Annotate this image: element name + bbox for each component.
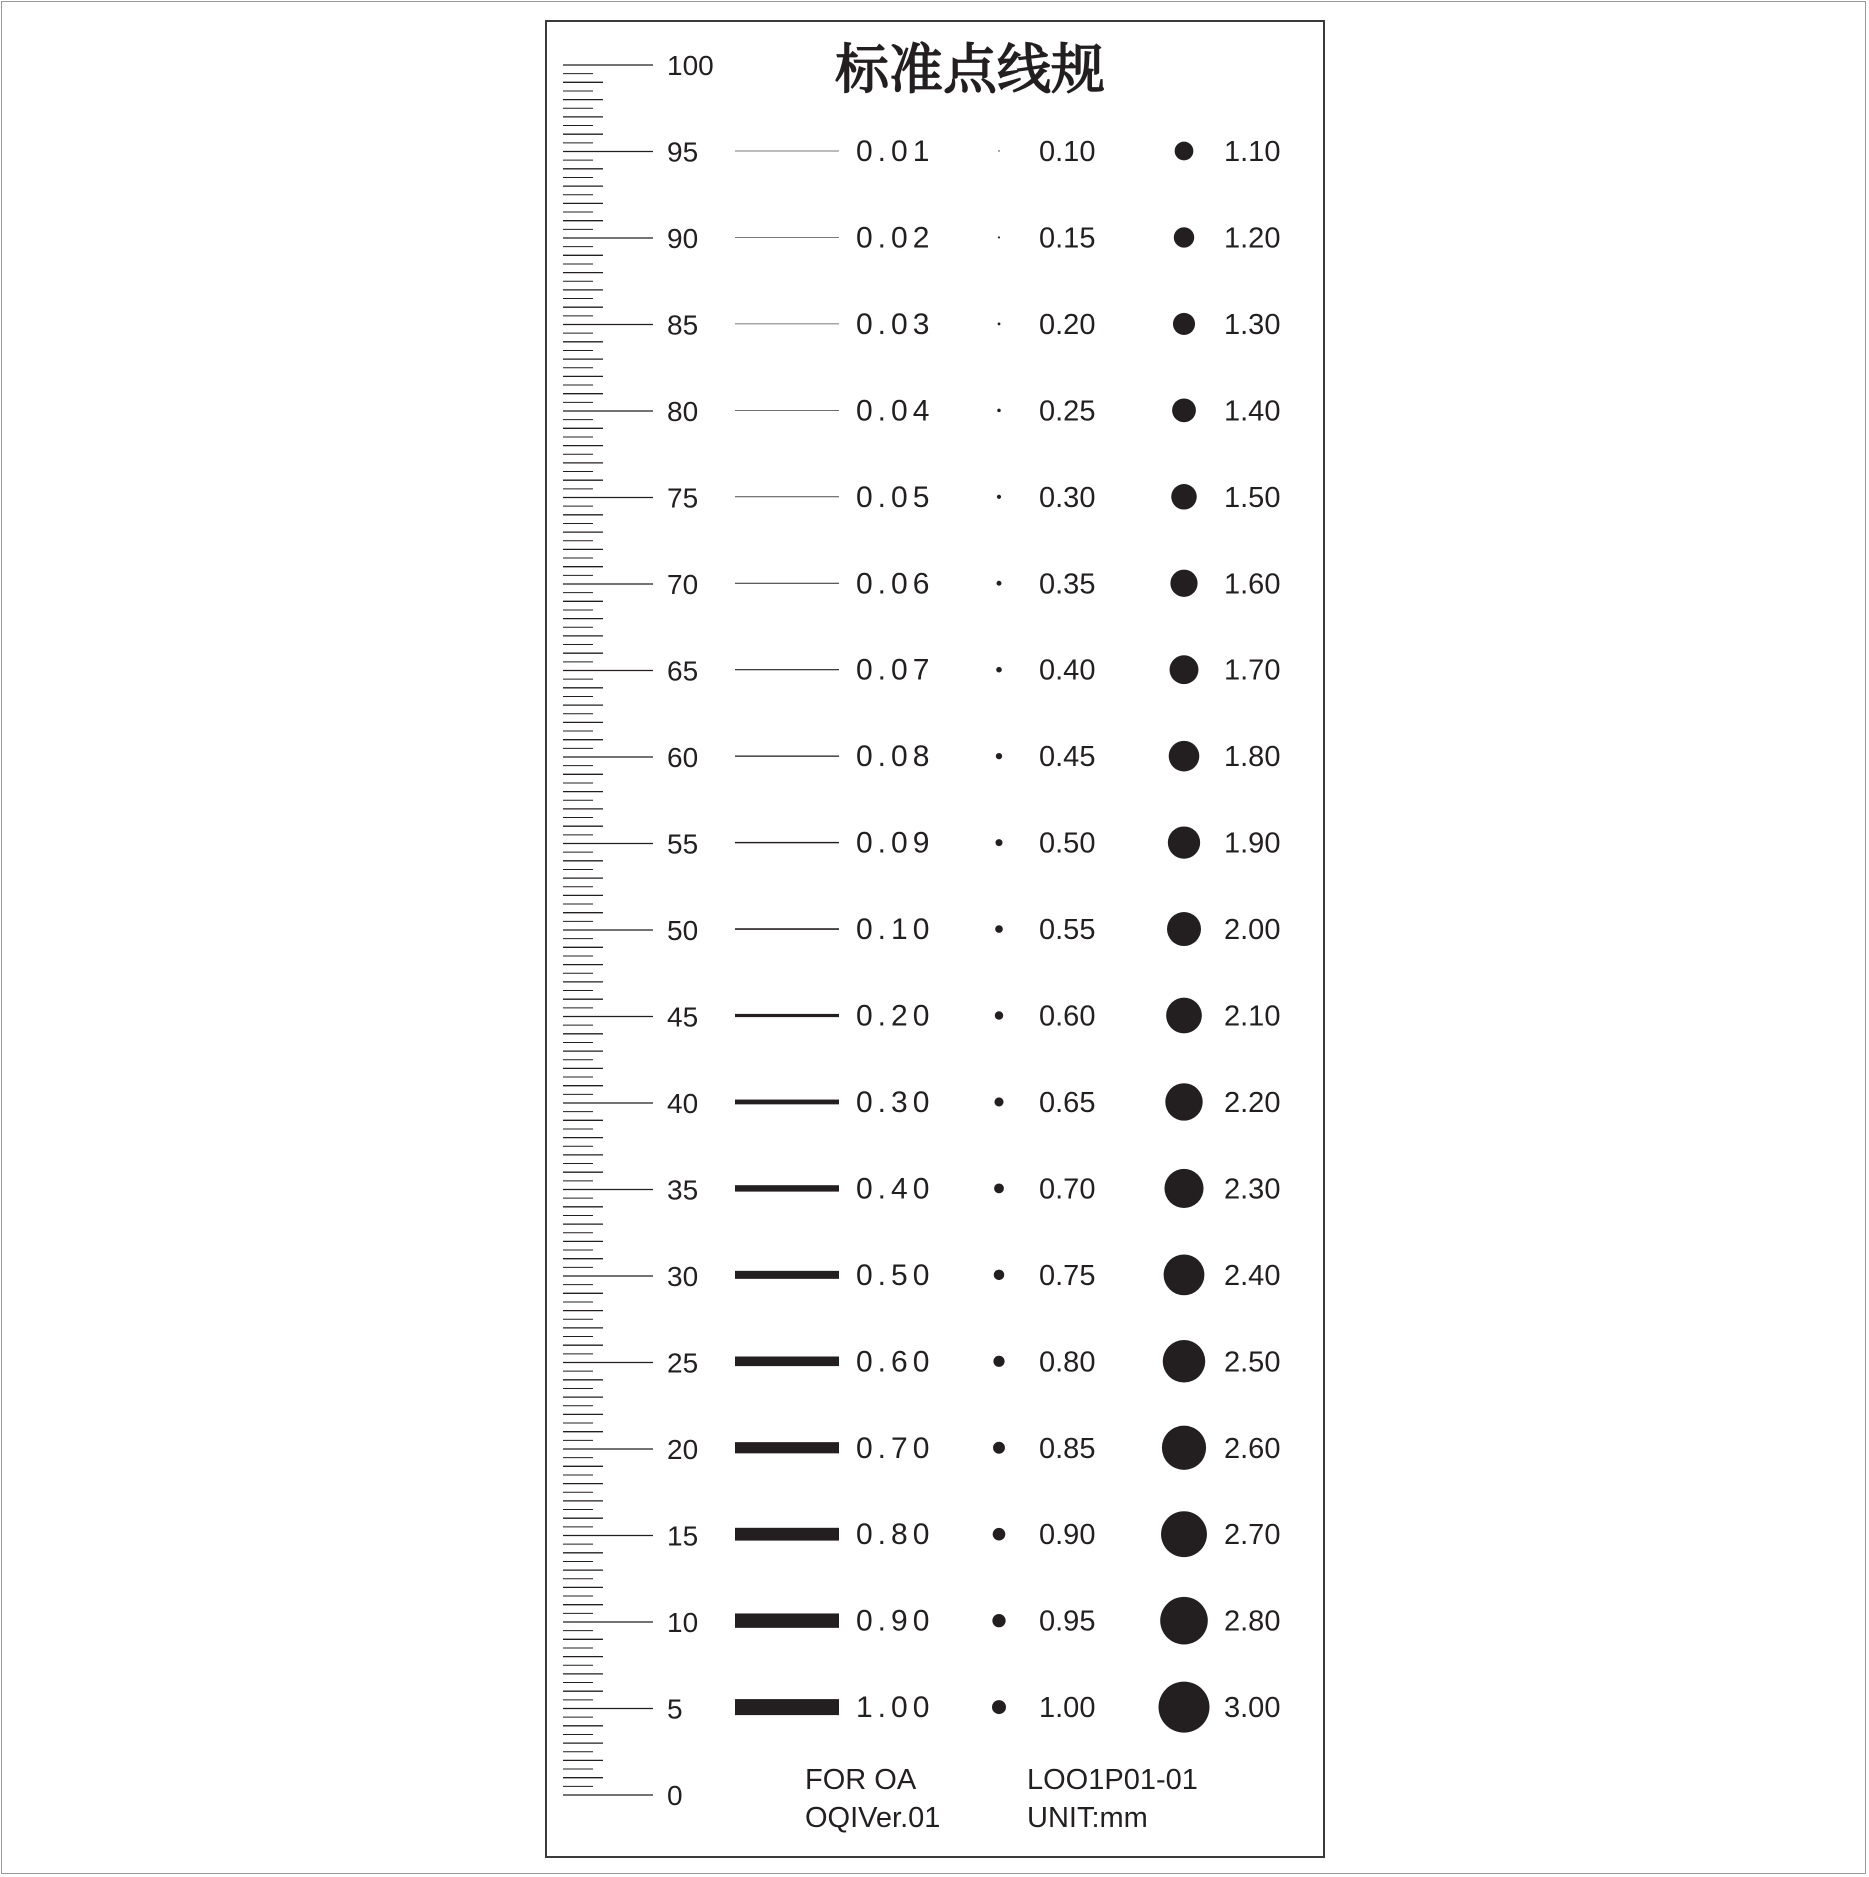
line-label: 0.04 [856, 394, 935, 428]
line-label: 0.70 [856, 1431, 935, 1465]
ruler-label: 5 [667, 1693, 683, 1725]
small-dot-label: 0.75 [1039, 1259, 1096, 1292]
line-label: 0.06 [856, 567, 935, 601]
large-dot-label: 1.30 [1224, 308, 1281, 341]
ruler-label: 10 [667, 1607, 699, 1638]
line-sample [735, 669, 839, 670]
line-label: 0.50 [856, 1258, 935, 1292]
small-dot [994, 1097, 1003, 1106]
small-dot [994, 1184, 1004, 1194]
small-dot-label: 0.50 [1039, 827, 1096, 860]
line-label: 0.40 [856, 1172, 935, 1206]
small-dot-label: 0.15 [1039, 222, 1096, 255]
large-dot-label: 2.60 [1224, 1432, 1281, 1465]
ruler-label: 80 [667, 396, 699, 427]
ruler-label: 40 [667, 1088, 699, 1119]
footer-right-line2: UNIT:mm [1027, 1802, 1148, 1834]
large-dot-label: 1.90 [1224, 827, 1281, 860]
line-sample [735, 583, 839, 584]
small-dot-label: 0.35 [1039, 568, 1096, 601]
line-sample [735, 324, 839, 325]
line-sample [735, 756, 839, 757]
large-dot-label: 1.10 [1224, 136, 1281, 168]
small-dot-label: 0.20 [1039, 308, 1096, 341]
small-dot-label: 0.65 [1039, 1086, 1096, 1119]
footer-left-line2: OQIVer.01 [805, 1802, 941, 1834]
large-dot-label: 2.80 [1224, 1605, 1281, 1638]
ruler-label: 75 [667, 482, 699, 514]
ruler-label: 45 [667, 1001, 699, 1033]
large-dot [1160, 1597, 1208, 1645]
line-label: 0.07 [856, 653, 935, 687]
small-dot [998, 323, 1001, 326]
line-label: 1.00 [856, 1691, 935, 1725]
footer-left-line1: FOR OA [805, 1764, 917, 1796]
large-dot [1164, 1254, 1205, 1295]
small-dot-label: 0.90 [1039, 1519, 1096, 1552]
small-dot [998, 236, 1000, 238]
line-sample [735, 1699, 839, 1715]
small-dot [998, 150, 999, 151]
large-dot [1159, 1682, 1210, 1733]
line-sample [735, 1014, 839, 1017]
large-dot [1175, 142, 1194, 161]
large-dot-label: 3.00 [1224, 1692, 1281, 1725]
line-sample [735, 1357, 839, 1367]
line-width-column [735, 135, 934, 1724]
small-dot-label: 0.25 [1039, 395, 1096, 428]
large-dot-label: 1.20 [1224, 222, 1281, 255]
small-dot-label: 1.00 [1039, 1692, 1096, 1725]
small-dot [996, 753, 1002, 759]
line-sample [735, 237, 839, 238]
small-dot-column [992, 136, 1095, 1724]
large-dot [1170, 570, 1197, 597]
small-dot-label: 0.85 [1039, 1432, 1096, 1465]
small-dot [992, 1700, 1006, 1714]
large-dot-label: 2.70 [1224, 1519, 1281, 1552]
ruler-label: 70 [667, 569, 699, 600]
large-dot-label: 2.10 [1224, 1000, 1281, 1033]
large-dot-label: 2.40 [1224, 1259, 1281, 1292]
large-dot [1170, 655, 1199, 684]
small-dot [993, 1356, 1004, 1367]
large-dot [1164, 1169, 1203, 1208]
small-dot [993, 1442, 1005, 1454]
line-sample [735, 1528, 839, 1541]
line-label: 0.20 [856, 999, 935, 1033]
line-label: 0.90 [856, 1604, 935, 1638]
small-dot-label: 0.80 [1039, 1346, 1096, 1379]
ruler-label: 65 [667, 655, 699, 687]
line-sample [735, 1442, 839, 1453]
small-dot [994, 1270, 1005, 1281]
footer-right-line1: LOO1P01-01 [1027, 1764, 1198, 1796]
ruler-label: 35 [667, 1174, 699, 1206]
large-dot [1172, 398, 1196, 422]
small-dot [996, 667, 1002, 673]
line-sample [735, 1271, 839, 1279]
small-dot [995, 1011, 1003, 1019]
small-dot [997, 409, 1001, 413]
line-label: 0.09 [856, 826, 935, 860]
line-label: 0.05 [856, 480, 935, 514]
ruler-label: 15 [667, 1520, 699, 1552]
ruler-label: 55 [667, 828, 699, 860]
small-dot-label: 0.40 [1039, 654, 1096, 687]
large-dot [1163, 1340, 1206, 1383]
line-label: 0.08 [856, 740, 935, 774]
gauge-title: 标准点线规 [835, 38, 1105, 101]
small-dot-label: 0.60 [1039, 1000, 1096, 1033]
ruler-label: 0 [667, 1780, 683, 1811]
small-dot-label: 0.45 [1039, 741, 1096, 774]
large-dot-label: 1.70 [1224, 654, 1281, 687]
large-dot [1169, 741, 1200, 772]
line-sample [735, 1185, 839, 1191]
small-dot [997, 495, 1001, 499]
large-dot-label: 1.40 [1224, 395, 1281, 428]
large-dot-column [1159, 136, 1281, 1733]
large-dot-label: 2.00 [1224, 914, 1281, 947]
small-dot [995, 925, 1003, 933]
small-dot-label: 0.30 [1039, 481, 1096, 514]
large-dot [1174, 227, 1194, 247]
ruler-label: 100 [667, 50, 714, 81]
large-dot [1165, 1083, 1202, 1120]
ruler-label: 95 [667, 136, 699, 168]
line-label: 0.60 [856, 1345, 935, 1379]
line-label: 0.03 [856, 307, 935, 341]
large-dot [1166, 998, 1202, 1034]
large-dot-label: 2.30 [1224, 1173, 1281, 1206]
ruler-label: 85 [667, 309, 699, 341]
small-dot-label: 0.10 [1039, 136, 1096, 168]
line-sample [735, 410, 839, 411]
large-dot [1167, 912, 1201, 946]
line-sample [735, 1100, 839, 1105]
small-dot [992, 1614, 1005, 1627]
line-label: 0.02 [856, 221, 935, 255]
line-sample [735, 842, 839, 843]
ruler-label: 50 [667, 915, 699, 946]
ruler-label: 30 [667, 1261, 699, 1292]
large-dot [1171, 484, 1197, 510]
line-sample [735, 496, 839, 497]
ruler-label: 60 [667, 742, 699, 773]
ruler [563, 50, 714, 1811]
line-label: 0.10 [856, 913, 935, 947]
large-dot-label: 1.60 [1224, 568, 1281, 601]
line-sample [735, 1613, 839, 1627]
large-dot-label: 1.80 [1224, 741, 1281, 774]
small-dot [996, 839, 1003, 846]
line-sample [735, 928, 839, 930]
line-label: 0.80 [856, 1518, 935, 1552]
large-dot [1173, 313, 1195, 335]
large-dot [1162, 1426, 1206, 1470]
ruler-label: 90 [667, 223, 699, 254]
large-dot [1168, 826, 1200, 858]
small-dot-label: 0.95 [1039, 1605, 1096, 1638]
line-label: 0.01 [856, 135, 935, 168]
large-dot-label: 1.50 [1224, 481, 1281, 514]
line-label: 0.30 [856, 1085, 935, 1119]
line-sample [735, 151, 839, 152]
large-dot-label: 2.50 [1224, 1346, 1281, 1379]
footer [805, 1764, 1198, 1834]
small-dot [997, 581, 1002, 586]
large-dot [1161, 1511, 1207, 1557]
ruler-label: 20 [667, 1434, 699, 1465]
small-dot-label: 0.70 [1039, 1173, 1096, 1206]
small-dot [993, 1528, 1006, 1541]
large-dot-label: 2.20 [1224, 1086, 1281, 1119]
small-dot-label: 0.55 [1039, 914, 1096, 947]
ruler-label: 25 [667, 1347, 699, 1379]
